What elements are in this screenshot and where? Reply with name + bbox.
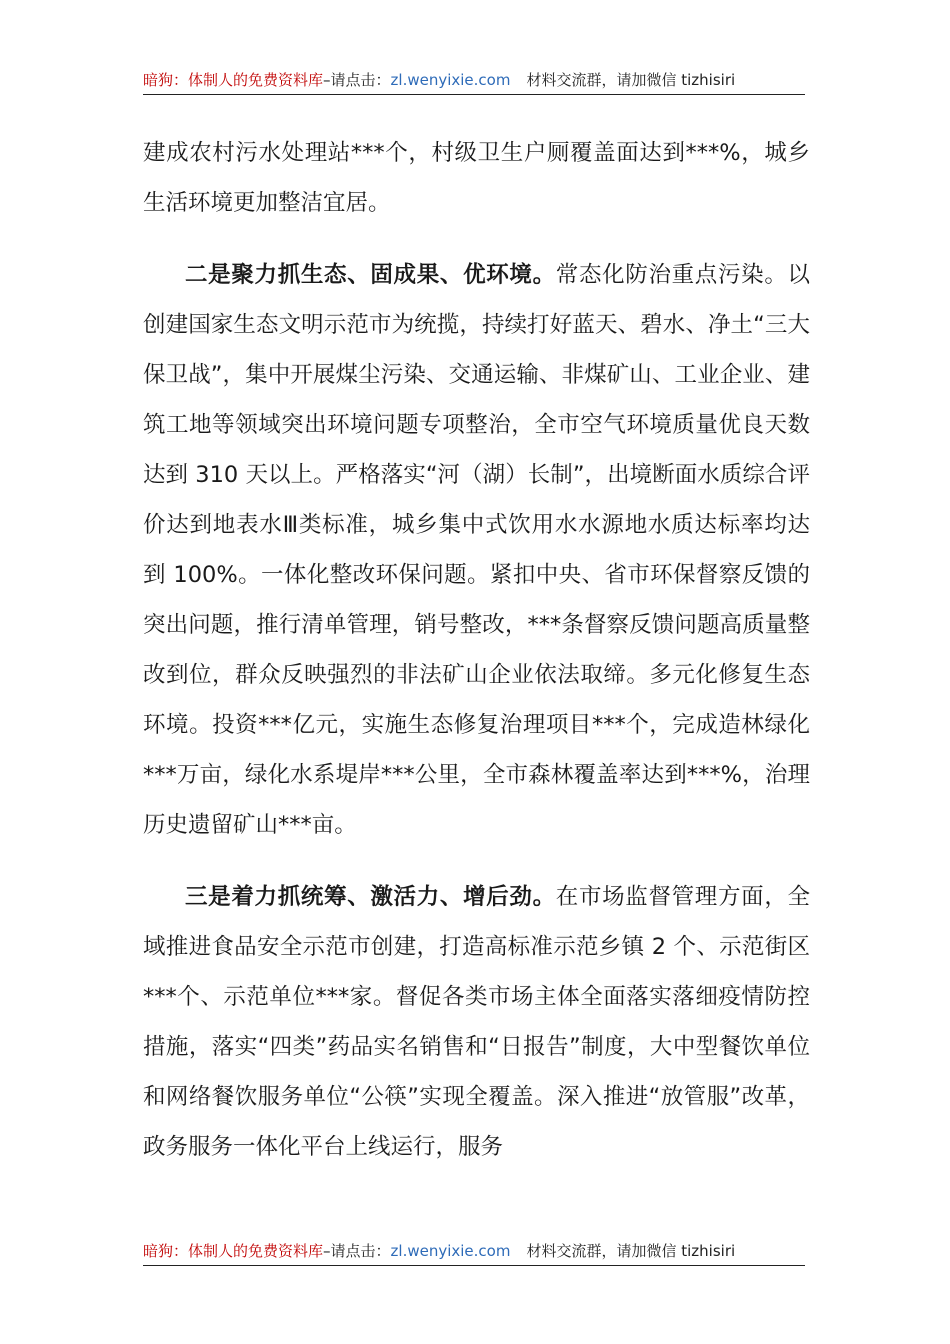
footer-url-link[interactable]: zl.wenyixie.com xyxy=(390,1242,511,1260)
paragraph-2 xyxy=(143,250,810,850)
document-body xyxy=(143,128,810,1194)
paragraph-3-heading: 三是着力抓统筹、激活力、增后劲。 xyxy=(185,884,556,910)
header-click-prompt: –请点击： xyxy=(323,71,391,89)
footer-click-prompt: –请点击： xyxy=(323,1242,391,1260)
page-header xyxy=(143,68,805,95)
paragraph-3 xyxy=(143,872,810,1172)
paragraph-2-heading: 二是聚力抓生态、固成果、优环境。 xyxy=(185,262,556,288)
paragraph-1: 建成农村污水处理站***个，村级卫生户厕覆盖面达到***%，城乡生活环境更加整洁宜居。 xyxy=(143,140,810,216)
page-footer xyxy=(143,1239,805,1266)
header-url-link[interactable]: zl.wenyixie.com xyxy=(390,71,511,89)
header-wechat-note: 材料交流群，请加微信 tizhisiri xyxy=(526,71,736,89)
header-brand: 暗狗：体制人的免费资料库 xyxy=(143,71,324,89)
footer-wechat-note: 材料交流群，请加微信 tizhisiri xyxy=(526,1242,736,1260)
paragraph-3-text: 在市场监督管理方面，全域推进食品安全示范市创建，打造高标准示范乡镇 2 个、示范街区***个、示范单位***家。督促各类市场主体全面落实落细疫情防控措施，落实“四类”药品实名销售和“日报告”制度，大中型餐饮单位和网络餐饮服务单位“公筷”实现全覆盖。深入推进“放管服”改革，政务服务一体化平台上线运行，服务 xyxy=(143,884,810,1160)
paragraph-2-text: 常态化防治重点污染。以创建国家生态文明示范市为统揽，持续打好蓝天、碧水、净土“三大保卫战”，集中开展煤尘污染、交通运输、非煤矿山、工业企业、建筑工地等领域突出环境问题专项整治，全市空气环境质量优良天数达到 310 天以上。严格落实“河（湖）长制”，出境断面水质综合评价达到地表水Ⅲ类标准，城乡集中式饮用水水源地水质达标率均达到 100%。一体化整改环保问题。紧扣中央、省市环保督察反馈的突出问题，推行清单管理，销号整改，***条督察反馈问题高质量整改到位，群众反映强烈的非法矿山企业依法取缔。多元化修复生态环境。投资***亿元，实施生态修复治理项目***个，完成造林绿化***万亩，绿化水系堤岸***公里，全市森林覆盖率达到***%，治理历史遗留矿山***亩。 xyxy=(143,262,810,838)
footer-brand: 暗狗：体制人的免费资料库 xyxy=(143,1242,324,1260)
